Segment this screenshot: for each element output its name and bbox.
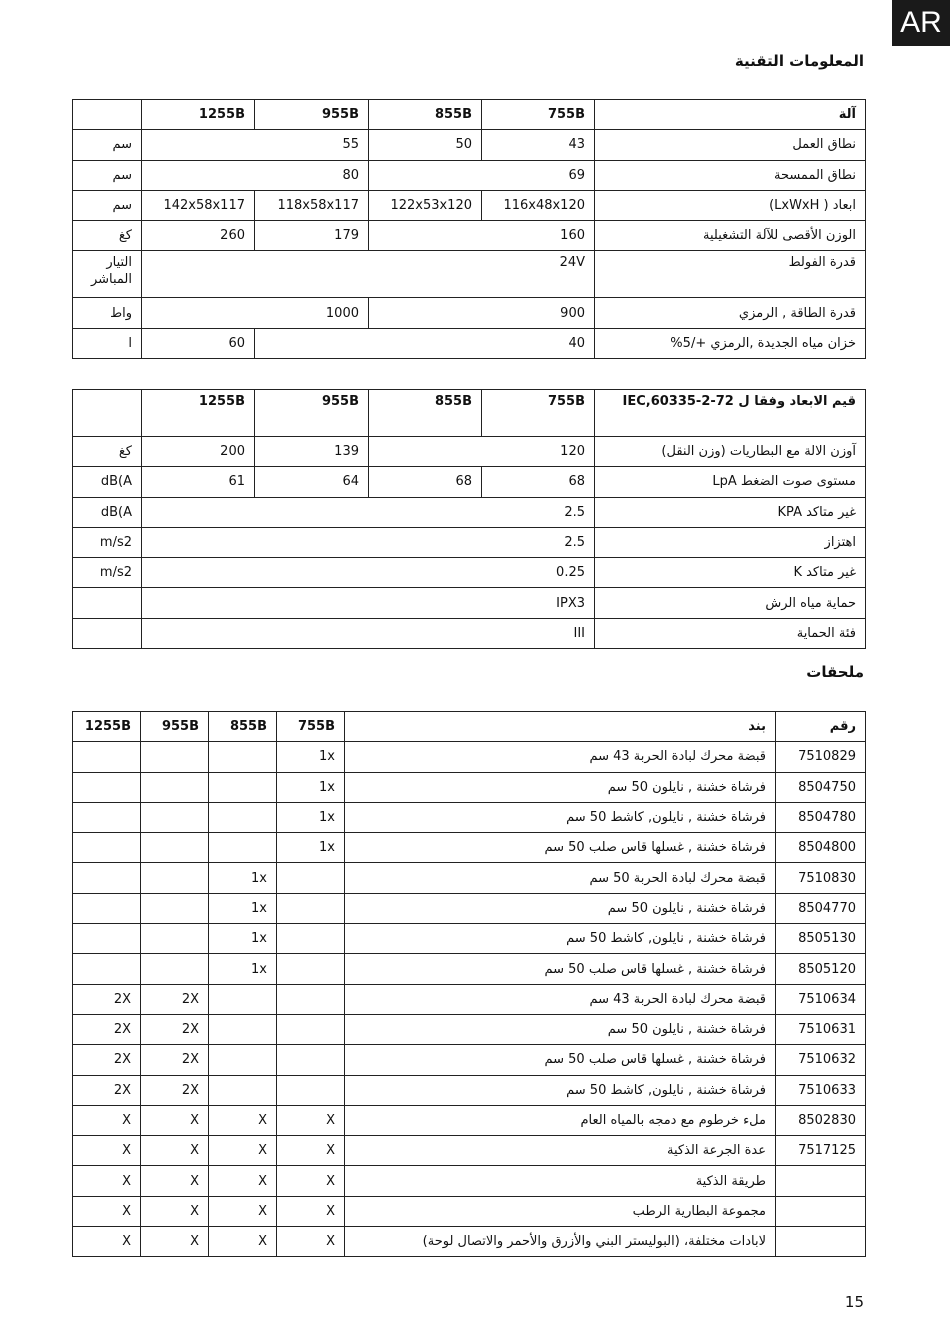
cell-855b: X	[209, 1196, 277, 1226]
cell-value: 142x58x117	[142, 190, 255, 220]
iec-values-table	[72, 389, 866, 649]
cell-unit: dB(A	[73, 467, 142, 497]
cell-unit: سم	[73, 130, 142, 160]
cell-value: 80	[142, 160, 369, 190]
cell-955b: X	[141, 1196, 209, 1226]
cell-1255b	[73, 742, 141, 772]
cell-value: 1000	[142, 298, 369, 328]
cell-value: 2.5	[142, 527, 595, 557]
header-model-1255b: 1255B	[73, 712, 141, 742]
cell-855b: 1x	[209, 863, 277, 893]
table-row	[73, 130, 866, 160]
cell-955b	[141, 802, 209, 832]
table-row	[73, 190, 866, 220]
cell-755b	[277, 954, 345, 984]
cell-955b: X	[141, 1166, 209, 1196]
cell-955b: 2X	[141, 984, 209, 1014]
cell-value: 260	[142, 221, 255, 251]
table-row	[73, 833, 866, 863]
cell-955b: X	[141, 1136, 209, 1166]
cell-1255b: X	[73, 1196, 141, 1226]
page-number: 15	[844, 1293, 864, 1311]
header-model-1255b: 1255B	[142, 100, 255, 130]
cell-value: 122x53x120	[369, 190, 482, 220]
table-row	[73, 1014, 866, 1044]
row-label: غير متاكد K	[595, 558, 866, 588]
cell-value: 68	[482, 467, 595, 497]
cell-number: 8504750	[776, 772, 866, 802]
row-label: نطاق الممسحة	[595, 160, 866, 190]
table-row	[73, 984, 866, 1014]
table-row	[73, 527, 866, 557]
cell-unit: m/s2	[73, 558, 142, 588]
header-model-855b: 855B	[369, 390, 482, 437]
cell-number: 8505130	[776, 924, 866, 954]
cell-item: قبضة محرك لبادة الحربة 50 سم	[345, 863, 776, 893]
header-model-755b: 755B	[482, 100, 595, 130]
cell-number: 7510830	[776, 863, 866, 893]
cell-1255b: 2X	[73, 1014, 141, 1044]
header-unit	[73, 100, 142, 130]
cell-755b	[277, 1075, 345, 1105]
cell-value: 50	[369, 130, 482, 160]
cell-1255b: 2X	[73, 984, 141, 1014]
cell-item: فرشاة خشنة , نايلون, كاشط 50 سم	[345, 1075, 776, 1105]
cell-1255b: X	[73, 1136, 141, 1166]
header-model-755b: 755B	[277, 712, 345, 742]
cell-955b: X	[141, 1227, 209, 1257]
cell-unit	[73, 588, 142, 618]
cell-unit	[73, 618, 142, 648]
table-row	[73, 251, 866, 298]
cell-number	[776, 1227, 866, 1257]
cell-number: 8502830	[776, 1105, 866, 1135]
row-label: نطاق العمل	[595, 130, 866, 160]
row-label: حماية مياه الرش	[595, 588, 866, 618]
cell-value: III	[142, 618, 595, 648]
cell-item: قبضة محرك لبادة الحربة 43 سم	[345, 742, 776, 772]
table-row	[73, 221, 866, 251]
cell-855b: X	[209, 1227, 277, 1257]
cell-1255b	[73, 954, 141, 984]
cell-855b: 1x	[209, 954, 277, 984]
cell-number: 7510634	[776, 984, 866, 1014]
cell-number: 7510633	[776, 1075, 866, 1105]
specs-header-row	[73, 100, 866, 130]
cell-value: 43	[482, 130, 595, 160]
technical-data-title: المعلومات التقنية	[734, 52, 864, 70]
cell-item: فرشاة خشنة , نايلون, كاشط 50 سم	[345, 924, 776, 954]
table-row	[73, 618, 866, 648]
cell-1255b: 2X	[73, 1045, 141, 1075]
row-label: ابعاد ( LxWxH)	[595, 190, 866, 220]
cell-value: 0.25	[142, 558, 595, 588]
cell-1255b	[73, 802, 141, 832]
norm-header-row	[73, 390, 866, 437]
table-row	[73, 1166, 866, 1196]
cell-value: 61	[142, 467, 255, 497]
cell-955b	[141, 833, 209, 863]
cell-955b	[141, 893, 209, 923]
header-model-955b: 955B	[255, 100, 369, 130]
table-row	[73, 893, 866, 923]
cell-number: 8505120	[776, 954, 866, 984]
cell-955b: 2X	[141, 1045, 209, 1075]
cell-855b	[209, 984, 277, 1014]
cell-number: 7510632	[776, 1045, 866, 1075]
cell-number: 8504780	[776, 802, 866, 832]
table-row	[73, 588, 866, 618]
cell-item: لابادات مختلفة، (البوليستر البني والأزرق والأحمر والاتصال لوحة)	[345, 1227, 776, 1257]
cell-value: 24V	[142, 251, 595, 298]
technical-specs-table	[72, 99, 866, 359]
cell-955b	[141, 863, 209, 893]
cell-unit: كغ	[73, 437, 142, 467]
cell-item: فرشاة خشنة , نايلون 50 سم	[345, 772, 776, 802]
table-row	[73, 1227, 866, 1257]
cell-855b	[209, 1045, 277, 1075]
cell-755b	[277, 1014, 345, 1044]
accessories-header-row	[73, 712, 866, 742]
cell-value: 200	[142, 437, 255, 467]
cell-755b: X	[277, 1227, 345, 1257]
cell-unit: l	[73, 328, 142, 358]
cell-755b: 1x	[277, 742, 345, 772]
cell-755b	[277, 924, 345, 954]
cell-value: 139	[255, 437, 369, 467]
cell-unit: m/s2	[73, 527, 142, 557]
cell-item: عدة الجرعة الذكية	[345, 1136, 776, 1166]
cell-value: 55	[142, 130, 369, 160]
table-row	[73, 954, 866, 984]
row-label: الوزن الأقصى للآلة التشغيلية	[595, 221, 866, 251]
header-label: قيم الابعاد وفقا ل IEC,60335-2-72	[595, 390, 866, 437]
cell-755b	[277, 893, 345, 923]
cell-value: 160	[369, 221, 595, 251]
header-model-955b: 955B	[255, 390, 369, 437]
cell-value: 69	[369, 160, 595, 190]
table-row	[73, 467, 866, 497]
row-label: قدرة الطاقة , الرمزي	[595, 298, 866, 328]
table-row	[73, 1075, 866, 1105]
cell-1255b: 2X	[73, 1075, 141, 1105]
cell-755b	[277, 984, 345, 1014]
cell-value: 118x58x117	[255, 190, 369, 220]
cell-955b	[141, 772, 209, 802]
cell-755b: X	[277, 1105, 345, 1135]
cell-855b	[209, 833, 277, 863]
cell-item: فرشاة خشنة , غسلها قاس صلب 50 سم	[345, 833, 776, 863]
cell-855b	[209, 772, 277, 802]
cell-number	[776, 1196, 866, 1226]
cell-755b	[277, 1045, 345, 1075]
cell-1255b: X	[73, 1166, 141, 1196]
cell-value: 68	[369, 467, 482, 497]
cell-value: 2.5	[142, 497, 595, 527]
cell-855b: X	[209, 1136, 277, 1166]
cell-value: 40	[255, 328, 595, 358]
cell-value: 179	[255, 221, 369, 251]
header-model-855b: 855B	[209, 712, 277, 742]
table-row	[73, 160, 866, 190]
cell-755b	[277, 863, 345, 893]
cell-number: 7510829	[776, 742, 866, 772]
cell-value: 120	[369, 437, 595, 467]
table-row	[73, 328, 866, 358]
header-model-1255b: 1255B	[142, 390, 255, 437]
cell-855b: 1x	[209, 924, 277, 954]
table-row	[73, 1196, 866, 1226]
row-label: مستوى صوت الضغط LpA	[595, 467, 866, 497]
cell-855b	[209, 1075, 277, 1105]
cell-755b: 1x	[277, 802, 345, 832]
cell-number: 7517125	[776, 1136, 866, 1166]
cell-755b: 1x	[277, 833, 345, 863]
table-row	[73, 742, 866, 772]
row-label: آوزن الالة مع البطاريات (وزن النقل)	[595, 437, 866, 467]
cell-855b: X	[209, 1166, 277, 1196]
cell-1255b: X	[73, 1105, 141, 1135]
cell-number: 7510631	[776, 1014, 866, 1044]
cell-value: IPX3	[142, 588, 595, 618]
cell-955b: X	[141, 1105, 209, 1135]
cell-955b	[141, 954, 209, 984]
table-row	[73, 1045, 866, 1075]
cell-number: 8504770	[776, 893, 866, 923]
accessories-title: ملحقات	[806, 663, 864, 681]
cell-item: فرشاة خشنة , نايلون, كاشط 50 سم	[345, 802, 776, 832]
cell-unit: dB(A	[73, 497, 142, 527]
row-label: قدرة الفولط	[595, 251, 866, 298]
cell-855b	[209, 1014, 277, 1044]
header-label: آلة	[595, 100, 866, 130]
cell-955b: 2X	[141, 1075, 209, 1105]
header-number: رقم	[776, 712, 866, 742]
cell-955b	[141, 742, 209, 772]
cell-755b: X	[277, 1136, 345, 1166]
header-item: بند	[345, 712, 776, 742]
cell-item: قبضة محرك لبادة الحربة 43 سم	[345, 984, 776, 1014]
cell-955b	[141, 924, 209, 954]
cell-755b: X	[277, 1166, 345, 1196]
cell-1255b	[73, 863, 141, 893]
table-row	[73, 802, 866, 832]
cell-1255b	[73, 772, 141, 802]
header-unit	[73, 390, 142, 437]
row-label: غير متاكد KPA	[595, 497, 866, 527]
table-row	[73, 298, 866, 328]
table-row	[73, 1105, 866, 1135]
cell-item: فرشاة خشنة , غسلها قاس صلب 50 سم	[345, 954, 776, 984]
cell-value: 900	[369, 298, 595, 328]
accessories-table	[72, 711, 866, 1257]
table-row	[73, 772, 866, 802]
row-label: فئة الحماية	[595, 618, 866, 648]
cell-unit: سم	[73, 190, 142, 220]
cell-1255b	[73, 924, 141, 954]
cell-unit: التيار المباشر	[73, 251, 142, 298]
cell-755b: 1x	[277, 772, 345, 802]
cell-item: فرشاة خشنة , غسلها قاس صلب 50 سم	[345, 1045, 776, 1075]
table-row	[73, 497, 866, 527]
cell-value: 64	[255, 467, 369, 497]
table-row	[73, 924, 866, 954]
header-model-955b: 955B	[141, 712, 209, 742]
cell-item: فرشاة خشنة , نايلون 50 سم	[345, 1014, 776, 1044]
cell-item: مجموعة البطارية الرطب	[345, 1196, 776, 1226]
cell-item: طريقة الذكية	[345, 1166, 776, 1196]
cell-855b	[209, 802, 277, 832]
cell-1255b	[73, 893, 141, 923]
cell-unit: سم	[73, 160, 142, 190]
cell-855b	[209, 742, 277, 772]
cell-855b: 1x	[209, 893, 277, 923]
cell-955b: 2X	[141, 1014, 209, 1044]
cell-unit: كغ	[73, 221, 142, 251]
cell-number	[776, 1166, 866, 1196]
row-label: خزان مياه الجديدة ,الرمزي +/5%	[595, 328, 866, 358]
cell-number: 8504800	[776, 833, 866, 863]
cell-item: فرشاة خشنة , نايلون 50 سم	[345, 893, 776, 923]
cell-1255b	[73, 833, 141, 863]
language-badge: AR	[892, 0, 950, 46]
cell-1255b: X	[73, 1227, 141, 1257]
table-row	[73, 437, 866, 467]
table-row	[73, 558, 866, 588]
row-label: اهتزاز	[595, 527, 866, 557]
cell-unit: واط	[73, 298, 142, 328]
table-row	[73, 1136, 866, 1166]
table-row	[73, 863, 866, 893]
cell-value: 60	[142, 328, 255, 358]
cell-855b: X	[209, 1105, 277, 1135]
header-model-855b: 855B	[369, 100, 482, 130]
cell-item: ملء خرطوم مع دمجه بالمياه العام	[345, 1105, 776, 1135]
cell-755b: X	[277, 1196, 345, 1226]
header-model-755b: 755B	[482, 390, 595, 437]
cell-value: 116x48x120	[482, 190, 595, 220]
